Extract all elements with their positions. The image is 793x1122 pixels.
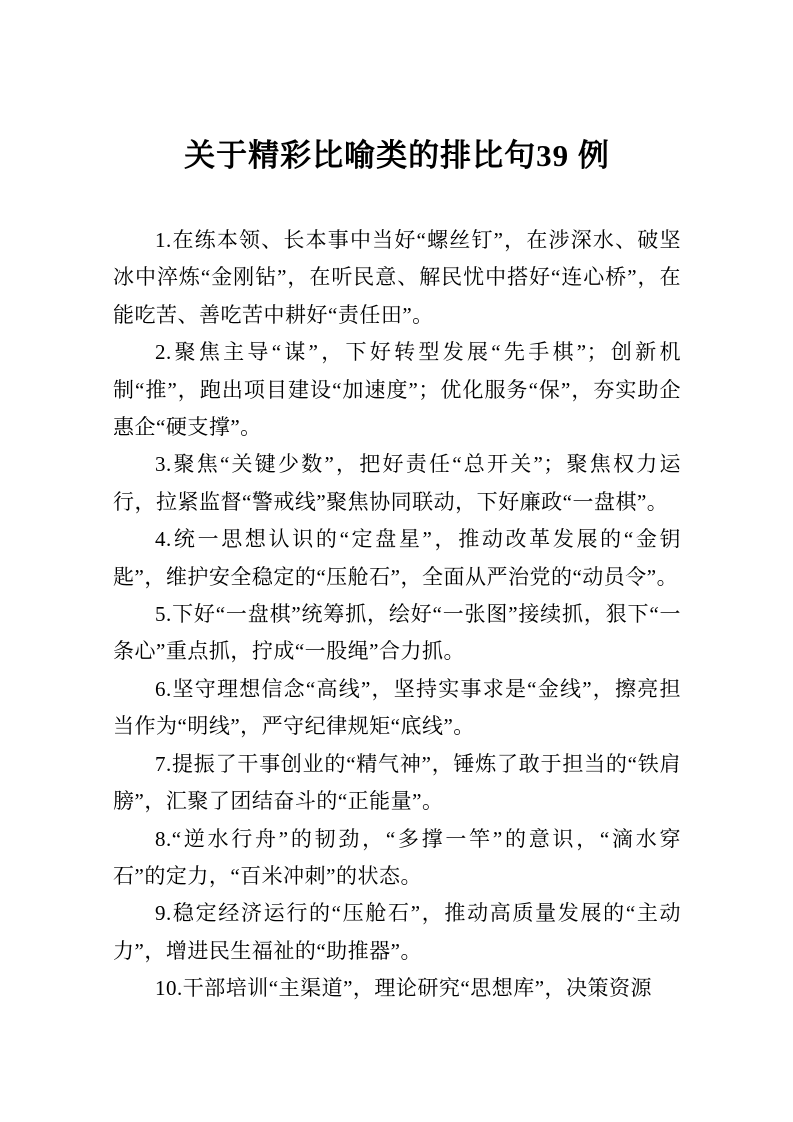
document-title: 关于精彩比喻类的排比句39 例 (184, 138, 610, 173)
paragraph-9: 9.稳定经济运行的“压舱石”，推动高质量发展的“主动力”，增进民生福祉的“助推器”。 (113, 901, 681, 963)
paragraph-8: 8.“逆水行舟”的韧劲，“多撑一竿”的意识，“滴水穿石”的定力，“百米冲刺”的状态。 (113, 826, 681, 888)
paragraph-2: 2.聚焦主导“谋”，下好转型发展“先手棋”；创新机制“推”，跑出项目建设“加速度”；优化服务“保”，夯实助企惠企“硬支撑”。 (113, 340, 681, 440)
paragraph-7: 7.提振了干事创业的“精气神”，锤炼了敢于担当的“铁肩膀”，汇聚了团结奋斗的“正能量”。 (113, 751, 681, 814)
paragraph-5: 5.下好“一盘棋”统筹抓，绘好“一张图”接续抓，狠下“一条心”重点抓，拧成“一股绳”合力抓。 (113, 602, 681, 664)
paragraph-3: 3.聚焦“关键少数”，把好责任“总开关”；聚焦权力运行，拉紧监督“警戒线”聚焦协同联动，下好廉政“一盘棋”。 (113, 452, 681, 514)
paragraph-6: 6.坚守理想信念“高线”，坚持实事求是“金线”，擦亮担当作为“明线”，严守纪律规矩“底线”。 (113, 676, 681, 739)
paragraph-4: 4.统一思想认识的“定盘星”，推动改革发展的“金钥匙”，维护安全稳定的“压舱石”，全面从严治党的“动员令”。 (113, 527, 681, 589)
paragraph-1: 1.在练本领、长本事中当好“螺丝钉”，在涉深水、破坚冰中淬炼“金刚钻”，在听民意、解民忧中搭好“连心桥”，在能吃苦、善吃苦中耕好“责任田”。 (113, 228, 681, 327)
paragraph-10: 10.干部培训“主渠道”，理论研究“思想库”，决策资源 (155, 976, 653, 1001)
document-body (113, 222, 681, 1008)
